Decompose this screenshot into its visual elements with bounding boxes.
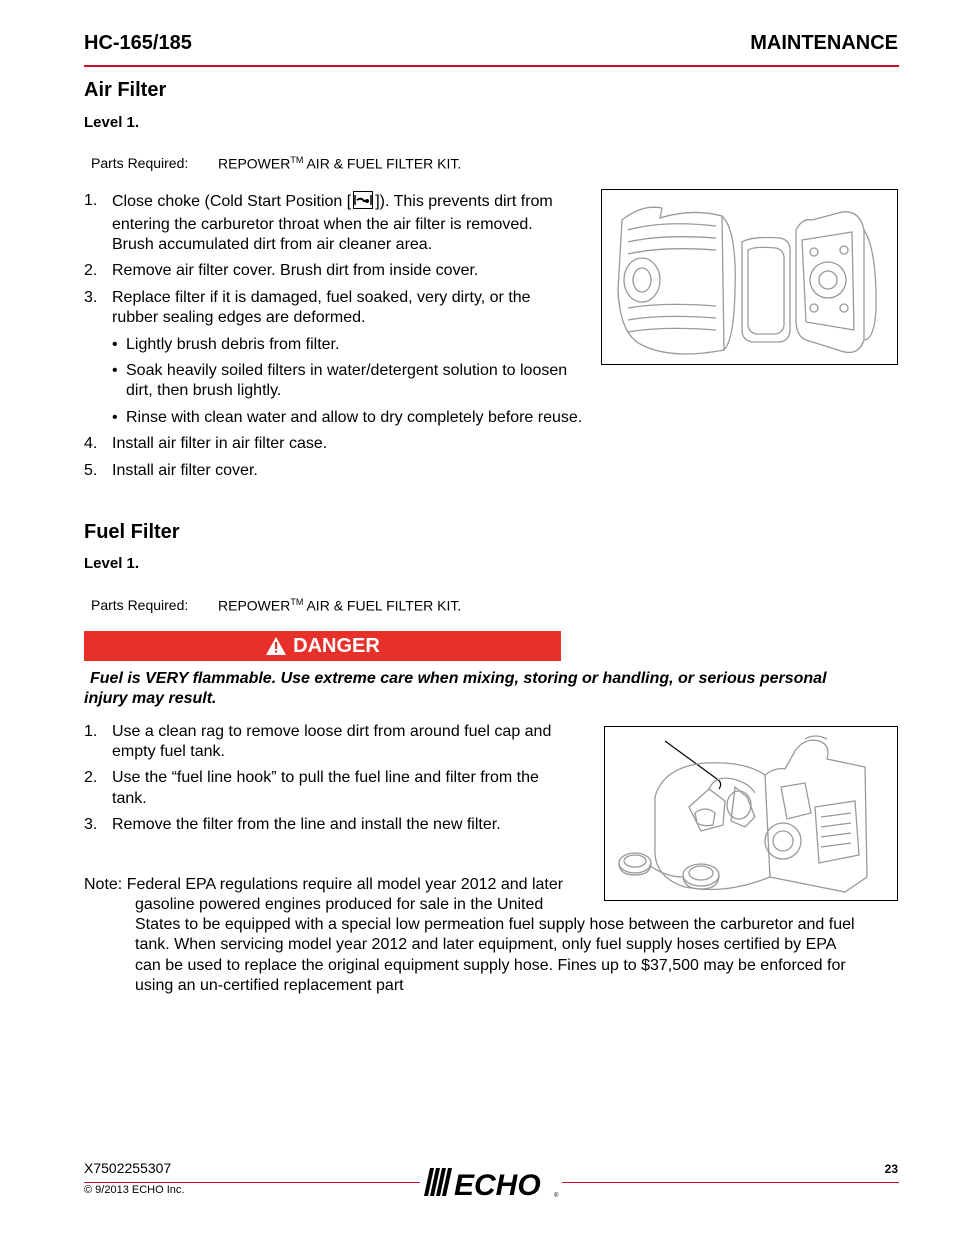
bullet-text: dirt, then brush lightly.: [126, 382, 282, 399]
section-title: MAINTENANCE: [750, 32, 898, 54]
step-text: Install air filter cover.: [112, 462, 258, 479]
step-text: tank.: [112, 790, 147, 807]
step-text: Install air filter in air filter case.: [112, 435, 328, 452]
note-text: States to be equipped with a special low permeation fuel supply hose between the carburetor and fuel: [135, 916, 855, 933]
step-text: entering the carburetor throat when the air filter is removed.: [112, 216, 533, 233]
air-filter-level: Level 1.: [84, 114, 140, 131]
air-filter-drawing: [602, 190, 897, 364]
echo-logo: [420, 1166, 562, 1198]
danger-label: DANGER: [293, 634, 380, 657]
note-text: Note: Federal EPA regulations require all model year 2012 and later: [84, 876, 564, 893]
air-filter-parts-value: REPOWER™ AIR & FUEL FILTER KIT.: [218, 155, 462, 172]
step-text: Replace filter if it is damaged, fuel soaked, very dirty, or the: [112, 289, 531, 306]
step-number: 1.: [84, 192, 98, 209]
note-text: can be used to replace the original equipment supply hose. Fines up to $37,500 may be enforced for: [135, 957, 846, 974]
note-text: using an un-certified replacement part: [135, 977, 404, 994]
fuel-filter-parts-label: Parts Required:: [91, 597, 189, 613]
step-text: rubber sealing edges are deformed.: [112, 309, 366, 326]
bullet-mark: •: [112, 362, 118, 379]
footer-rule-left: [84, 1182, 420, 1183]
bullet-text: Soak heavily soiled filters in water/detergent solution to loosen: [126, 362, 568, 379]
danger-warning-text: injury may result.: [84, 690, 217, 707]
step-number: 2.: [84, 769, 98, 786]
svg-text:®: ®: [554, 1193, 559, 1198]
step-text: Close choke (Cold Start Position [ ]). This prevents dirt from: [112, 193, 553, 210]
note-text: gasoline powered engines produced for sale in the United: [135, 896, 544, 913]
bullet-text: Lightly brush debris from filter.: [126, 336, 340, 353]
page-number: 23: [884, 1162, 898, 1176]
air-filter-parts-label: Parts Required:: [91, 155, 189, 171]
step-text: Use a clean rag to remove loose dirt from around fuel cap and: [112, 723, 552, 740]
copyright: © 9/2013 ECHO Inc.: [84, 1184, 185, 1196]
step-text: Remove air filter cover. Brush dirt from inside cover.: [112, 262, 479, 279]
bullet-text: Rinse with clean water and allow to dry completely before reuse.: [126, 409, 583, 426]
document-model: HC-165/185: [84, 32, 192, 54]
step-number: 3.: [84, 816, 98, 833]
step-number: 3.: [84, 289, 98, 306]
step-text: Use the “fuel line hook” to pull the fuel line and filter from the: [112, 769, 539, 786]
step-text: empty fuel tank.: [112, 743, 225, 760]
choke-icon: [353, 191, 373, 209]
bullet-mark: •: [112, 409, 118, 426]
fuel-filter-parts-value: REPOWER™ AIR & FUEL FILTER KIT.: [218, 597, 462, 614]
header-rule: [84, 65, 899, 67]
svg-text:ECHO: ECHO: [454, 1169, 541, 1198]
fuel-filter-illustration: [604, 726, 898, 901]
footer-rule-right: [562, 1182, 899, 1183]
warning-triangle-icon: [265, 636, 287, 656]
step-number: 1.: [84, 723, 98, 740]
note-text: tank. When servicing model year 2012 and later equipment, only fuel supply hoses certified by EPA: [135, 936, 837, 953]
step-number: 4.: [84, 435, 98, 452]
step-number: 5.: [84, 462, 98, 479]
air-filter-illustration: [601, 189, 898, 365]
fuel-filter-drawing: [605, 727, 897, 900]
bullet-mark: •: [112, 336, 118, 353]
part-number: X7502255307: [84, 1160, 172, 1176]
danger-banner: [84, 631, 561, 661]
step-text: Remove the filter from the line and install the new filter.: [112, 816, 501, 833]
step-text: Brush accumulated dirt from air cleaner area.: [112, 236, 433, 253]
fuel-filter-heading: Fuel Filter: [84, 521, 180, 543]
step-number: 2.: [84, 262, 98, 279]
fuel-filter-level: Level 1.: [84, 555, 140, 572]
danger-warning-text: Fuel is VERY flammable. Use extreme care when mixing, storing or handling, or serious personal: [90, 670, 827, 687]
air-filter-heading: Air Filter: [84, 79, 167, 101]
